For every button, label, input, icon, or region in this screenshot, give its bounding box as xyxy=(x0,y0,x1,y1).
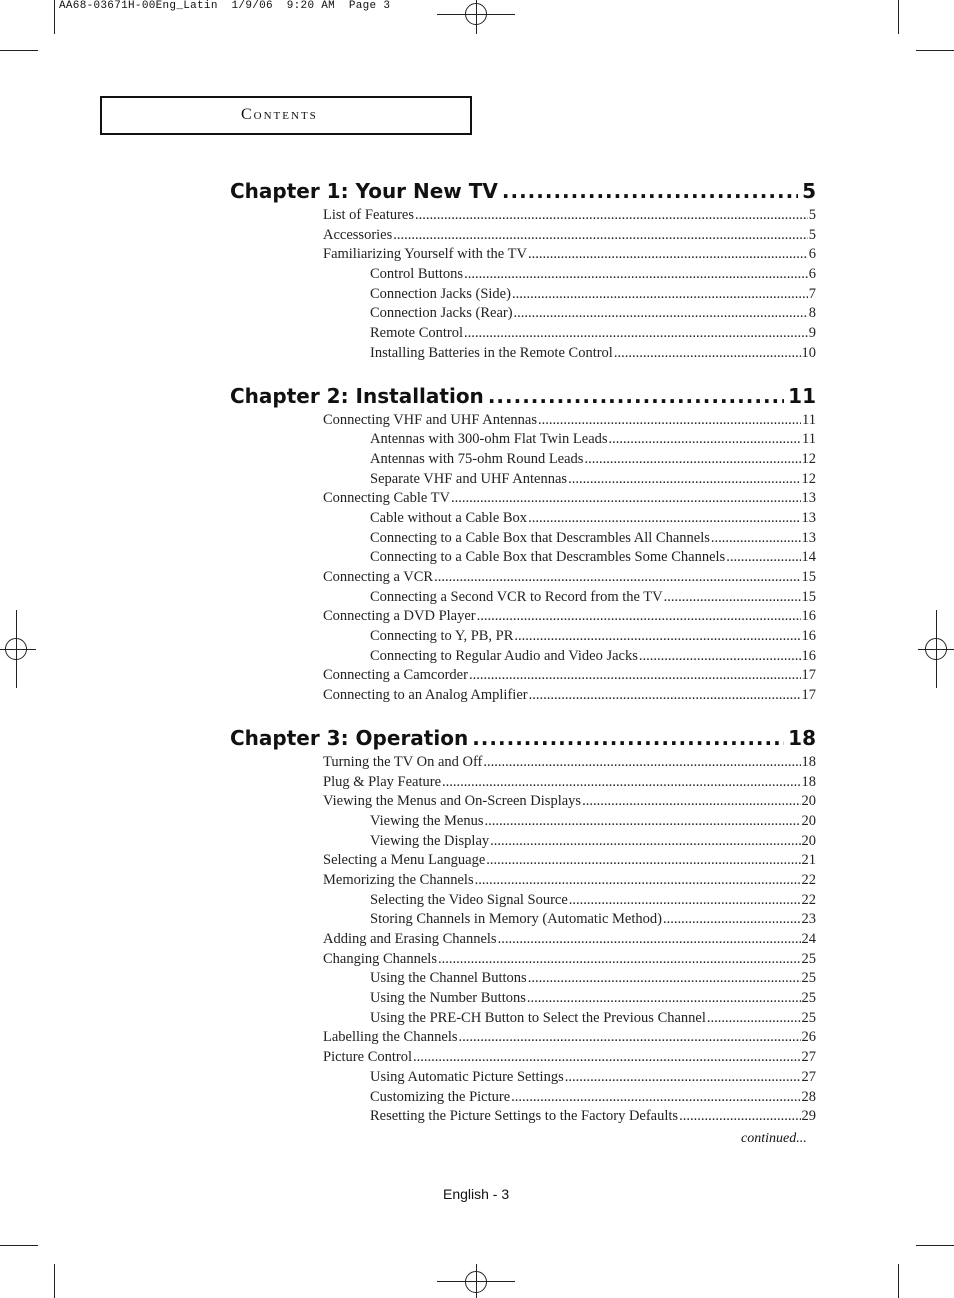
toc-leader-dots xyxy=(538,411,801,431)
toc-entry xyxy=(230,344,816,364)
toc-title: Familiarizing Yourself with the TV xyxy=(323,246,527,263)
toc-title: Selecting a Menu Language xyxy=(323,852,486,869)
toc-title: List of Features xyxy=(323,207,415,223)
toc-leader-dots xyxy=(582,792,800,812)
crop-mark-top-left-h xyxy=(0,50,38,51)
toc-title: Viewing the Menus and On-Screen Displays xyxy=(323,793,582,810)
toc-leader-dots xyxy=(477,607,801,627)
toc-leader-dots xyxy=(528,509,800,529)
toc-leader-dots xyxy=(707,1009,801,1029)
toc-entry xyxy=(230,969,816,989)
toc-chapter-heading xyxy=(230,381,816,411)
toc-title: Connecting to a Cable Box that Descrambles All Channels xyxy=(370,529,710,546)
toc-title: Connecting Cable TV xyxy=(323,490,450,507)
toc-entry xyxy=(230,206,816,226)
toc-title: Adding and Erasing Channels xyxy=(323,931,497,947)
toc-entry xyxy=(230,627,816,647)
toc-title: Connecting VHF and UHF Antennas xyxy=(323,411,538,428)
crop-mark-bottom-right-v xyxy=(898,1264,899,1298)
toc-page-number: 26 xyxy=(801,1029,816,1046)
toc-title: Connecting a Second VCR to Record from the TV xyxy=(370,588,663,605)
toc-page-number: 13 xyxy=(801,490,816,507)
toc-page-number: 17 xyxy=(801,667,816,684)
toc-page-number: 15 xyxy=(801,588,816,605)
toc-title: Resetting the Picture Settings to the Factory Defaults xyxy=(370,1108,679,1125)
toc-entry xyxy=(230,792,816,812)
toc-entry xyxy=(230,950,816,970)
toc-entry xyxy=(230,910,816,930)
toc-entry xyxy=(230,1088,816,1108)
toc-entry xyxy=(230,411,816,431)
toc-entry xyxy=(230,324,816,344)
toc-leader-dots xyxy=(475,871,801,891)
toc-page-number: 25 xyxy=(801,990,816,1007)
toc-page-number: 11 xyxy=(788,383,816,408)
toc-page-number: 14 xyxy=(801,549,816,566)
toc-entry xyxy=(230,245,816,265)
toc-page-number: 22 xyxy=(801,871,816,888)
toc-entry xyxy=(230,686,816,706)
toc-leader-dots xyxy=(498,930,801,950)
toc-page-number: 13 xyxy=(801,509,816,526)
toc-entry xyxy=(230,529,816,549)
toc-leader-dots xyxy=(514,304,808,324)
toc-entry xyxy=(230,666,816,686)
toc-leader-dots xyxy=(486,851,800,871)
toc-leader-dots xyxy=(584,450,800,470)
toc-leader-dots xyxy=(565,1068,801,1088)
toc-entry xyxy=(230,871,816,891)
toc-title: Separate VHF and UHF Antennas xyxy=(370,470,568,487)
contents-header-label: Contents xyxy=(241,106,318,123)
toc-entry xyxy=(230,851,816,871)
toc-leader-dots xyxy=(483,753,800,773)
crop-mark-bottom-left-h xyxy=(0,1245,38,1246)
crop-mark-top-right-v xyxy=(898,0,899,34)
toc-page-number: 18 xyxy=(801,753,816,770)
toc-title: Accessories xyxy=(323,226,393,243)
toc-page-number: 20 xyxy=(801,793,816,810)
toc-title: Memorizing the Channels xyxy=(323,871,474,888)
toc-chapter-heading xyxy=(230,723,816,753)
toc-entry xyxy=(230,470,816,490)
toc-entry xyxy=(230,1107,816,1127)
toc-leader-dots xyxy=(469,666,801,686)
toc-page-number: 11 xyxy=(802,411,816,428)
toc-entry xyxy=(230,548,816,568)
toc-page-number: 6 xyxy=(808,246,816,263)
toc-page-number: 27 xyxy=(801,1049,816,1066)
toc-leader-dots xyxy=(679,1107,800,1127)
toc-entry xyxy=(230,1048,816,1068)
crop-mark-top-left-v xyxy=(54,0,55,34)
toc-title: Changing Channels xyxy=(323,950,437,967)
toc-page-number: 18 xyxy=(801,773,816,790)
toc-page-number: 5 xyxy=(808,207,816,223)
toc-entry xyxy=(230,607,816,627)
toc-title: Connecting to a Cable Box that Descrambles Some Channels xyxy=(370,549,726,566)
toc-leader-dots xyxy=(451,489,801,509)
toc-page-number: 5 xyxy=(802,179,816,203)
toc-page-number: 13 xyxy=(801,529,816,546)
toc-page-number: 12 xyxy=(801,470,816,487)
toc-leader-dots xyxy=(490,832,800,852)
toc-leader-dots xyxy=(664,588,801,608)
toc-title: Turning the TV On and Off xyxy=(323,753,483,770)
toc-title: Installing Batteries in the Remote Control xyxy=(370,344,613,361)
toc-page-number: 21 xyxy=(801,852,816,869)
chapter-spacer xyxy=(230,706,816,723)
toc-entry xyxy=(230,773,816,793)
toc-leader-dots xyxy=(393,226,807,246)
crop-mark-bottom-right-h xyxy=(916,1245,954,1246)
toc-entry xyxy=(230,812,816,832)
toc-title: Connecting to Y, PB, PR xyxy=(370,628,514,645)
toc-entry xyxy=(230,891,816,911)
toc-entry xyxy=(230,1028,816,1048)
toc-leader-dots xyxy=(488,381,784,411)
toc-title: Antennas with 300-ohm Flat Twin Leads xyxy=(370,431,608,448)
toc-leader-dots xyxy=(528,245,808,265)
continued-note: continued... xyxy=(741,1131,807,1146)
toc-page-number: 15 xyxy=(801,569,816,585)
toc-page-number: 28 xyxy=(801,1088,816,1105)
toc-title: Storing Channels in Memory (Automatic Method) xyxy=(370,911,662,928)
toc-leader-dots xyxy=(609,430,801,450)
toc-entry xyxy=(230,1009,816,1029)
toc-chapter-heading xyxy=(230,176,816,206)
toc-page-number: 6 xyxy=(808,266,816,283)
toc-title: Remote Control xyxy=(370,325,464,342)
toc-entry xyxy=(230,753,816,773)
toc-page-number: 24 xyxy=(801,931,816,947)
print-slug: AA68-03671H-00Eng_Latin 1/9/06 9:20 AM Page 3 xyxy=(59,0,391,12)
toc-page-number: 12 xyxy=(801,450,816,467)
toc-title: Chapter 2: Installation xyxy=(230,383,484,408)
toc-leader-dots xyxy=(434,568,800,588)
toc-title: Chapter 1: Your New TV xyxy=(230,179,498,203)
toc-title: Connecting a DVD Player xyxy=(323,608,476,625)
toc-page-number: 17 xyxy=(801,687,816,704)
toc-page-number: 16 xyxy=(801,628,816,645)
toc-title: Viewing the Display xyxy=(370,832,490,849)
toc-page-number: 27 xyxy=(801,1068,816,1085)
toc-title: Customizing the Picture xyxy=(370,1088,511,1105)
toc-entry xyxy=(230,285,816,305)
toc-entry xyxy=(230,930,816,950)
toc-leader-dots xyxy=(511,1088,800,1108)
page-footer: English - 3 xyxy=(443,1186,510,1202)
toc-page-number: 5 xyxy=(808,226,816,243)
toc-page-number: 16 xyxy=(801,647,816,664)
toc-leader-dots xyxy=(485,812,801,832)
toc-title: Selecting the Video Signal Source xyxy=(370,891,568,908)
toc-leader-dots xyxy=(512,285,808,305)
toc-page-number: 20 xyxy=(801,812,816,829)
toc-leader-dots xyxy=(569,891,801,911)
toc-page-number: 18 xyxy=(788,725,816,750)
toc-leader-dots xyxy=(442,773,800,793)
toc-entry xyxy=(230,588,816,608)
toc-leader-dots xyxy=(528,969,801,989)
toc-title: Connection Jacks (Rear) xyxy=(370,305,513,322)
toc-leader-dots xyxy=(415,206,808,226)
toc-leader-dots xyxy=(502,176,798,206)
toc-entry xyxy=(230,304,816,324)
toc-page-number: 10 xyxy=(801,344,816,361)
toc-entry xyxy=(230,265,816,285)
toc-title: Using the Channel Buttons xyxy=(370,970,527,987)
toc-leader-dots xyxy=(464,324,808,344)
toc-title: Connecting a VCR xyxy=(323,569,434,585)
toc-title: Using the Number Buttons xyxy=(370,990,526,1007)
toc-leader-dots xyxy=(726,548,800,568)
toc-entry xyxy=(230,509,816,529)
toc-leader-dots xyxy=(413,1048,800,1068)
toc-entry xyxy=(230,489,816,509)
toc-page-number: 20 xyxy=(801,832,816,849)
table-of-contents xyxy=(230,176,816,1127)
toc-title: Picture Control xyxy=(323,1049,413,1066)
chapter-spacer xyxy=(230,364,816,381)
toc-title: Using the PRE-CH Button to Select the Previous Channel xyxy=(370,1009,706,1026)
toc-entry xyxy=(230,226,816,246)
toc-leader-dots xyxy=(514,627,800,647)
toc-leader-dots xyxy=(464,265,808,285)
toc-page-number: 22 xyxy=(801,891,816,908)
toc-page-number: 23 xyxy=(801,911,816,928)
toc-leader-dots xyxy=(663,910,801,930)
toc-entry xyxy=(230,647,816,667)
toc-entry xyxy=(230,568,816,588)
crop-mark-top-right-h xyxy=(916,50,954,51)
toc-title: Labelling the Channels xyxy=(323,1029,458,1046)
toc-page-number: 9 xyxy=(808,325,816,342)
toc-title: Connecting to Regular Audio and Video Jacks xyxy=(370,647,638,664)
toc-page-number: 25 xyxy=(801,970,816,987)
toc-page-number: 8 xyxy=(808,305,816,322)
toc-page-number: 25 xyxy=(801,1009,816,1026)
toc-title: Control Buttons xyxy=(370,266,464,283)
toc-title: Using Automatic Picture Settings xyxy=(370,1068,564,1085)
crop-mark-bottom-left-v xyxy=(54,1264,55,1298)
toc-title: Plug & Play Feature xyxy=(323,773,442,790)
toc-leader-dots xyxy=(472,723,784,753)
contents-header-box xyxy=(100,96,472,135)
toc-leader-dots xyxy=(527,989,801,1009)
toc-page-number: 25 xyxy=(801,950,816,967)
toc-entry xyxy=(230,832,816,852)
toc-page-number: 29 xyxy=(801,1108,816,1125)
toc-title: Antennas with 75-ohm Round Leads xyxy=(370,450,584,467)
toc-leader-dots xyxy=(614,344,801,364)
toc-page-number: 16 xyxy=(801,608,816,625)
toc-leader-dots xyxy=(711,529,801,549)
toc-title: Viewing the Menus xyxy=(370,812,484,829)
toc-title: Connecting a Camcorder xyxy=(323,667,468,684)
toc-leader-dots xyxy=(529,686,801,706)
toc-leader-dots xyxy=(639,647,801,667)
toc-entry xyxy=(230,430,816,450)
toc-entry xyxy=(230,1068,816,1088)
toc-entry xyxy=(230,450,816,470)
toc-leader-dots xyxy=(438,950,801,970)
toc-leader-dots xyxy=(459,1028,801,1048)
toc-page-number: 7 xyxy=(808,285,816,302)
toc-leader-dots xyxy=(568,470,800,490)
toc-title: Connection Jacks (Side) xyxy=(370,285,511,302)
toc-title: Chapter 3: Operation xyxy=(230,725,469,750)
toc-title: Cable without a Cable Box xyxy=(370,509,528,526)
toc-title: Connecting to an Analog Amplifier xyxy=(323,687,528,704)
toc-page-number: 11 xyxy=(802,431,816,448)
toc-entry xyxy=(230,989,816,1009)
